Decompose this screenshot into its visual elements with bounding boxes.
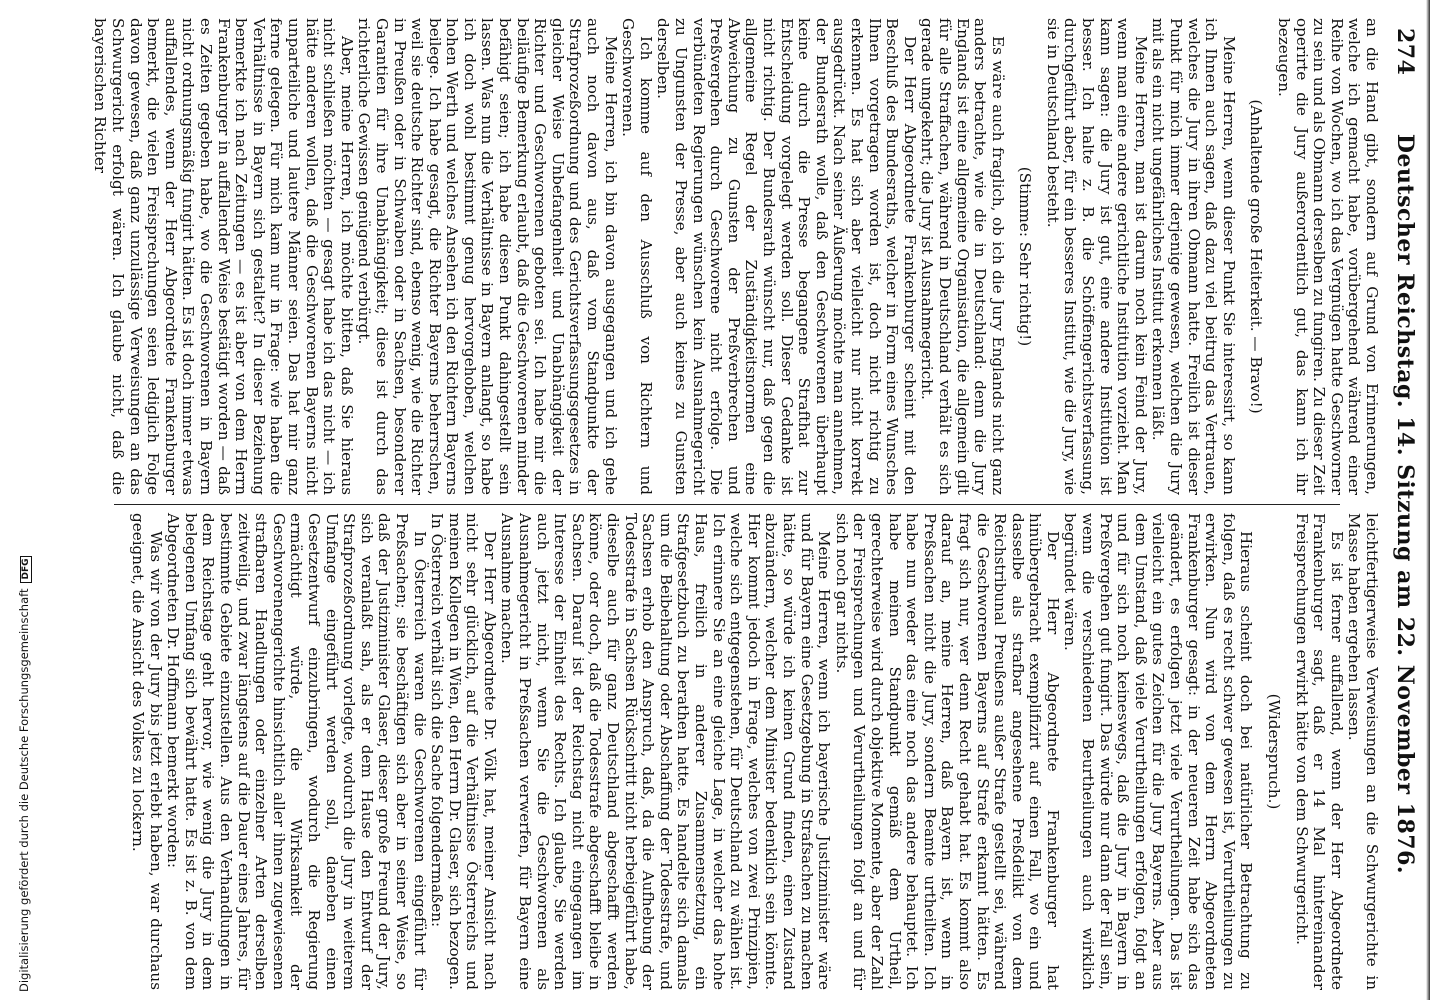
paragraph: Was wir von der Jury bis jetzt erlebt haben, war durchaus geeignet, die Ansicht des Volkes zu lockern.	[129, 513, 165, 990]
page-number: 274	[1392, 28, 1418, 76]
notice-text: Digitalisierung gefördert durch die Deutsche Forschungsgemeinschaft	[17, 588, 31, 992]
paragraph: (Stimme: Sehr richtig!)	[1016, 166, 1035, 347]
page-header	[1388, 18, 1418, 990]
paragraph: Meine Herren, wenn ich bayerische Justizminister wäre und für Bayern eine Gesetzgebung in Strafsachen zu machen hätte, so würde ich keinen Grund finden, einen Zustand abzuändern, welcher dem Minister bedenklich sein könnte. Hier kommt jedoch in Frage, welches von zwei Prinzipien, welche sich entgegenstehen, für Deutschland zu wählen ist. Ich erinnere Sie an eine gleiche Lage, in welcher das hohe Haus, freilich in anderer Zusammensetzung, ein Strafgesetzbuch zu berathen hatte. Es handelte sich damals um die Beibehaltung oder Abschaffung der Todesstrafe, und Sachsen erhob den Anspruch, daß, da die Aufhebung der Todesstrafe in Sachsen Rückschritt nicht herbeigeführt habe, dieselbe auch für ganz Deutschland abgeschafft werden könne, oder doch, daß die Todesstrafe abgeschafft bleibe in Sachsen. Darauf ist der Reichstag nicht eingegangen im Interesse der Einheit des Rechts. Ich glaube, Sie werden auch jetzt nicht, wenn Sie die Geschworenen als Ausnahmegericht in Preßsachen verwerfen, für Bayern eine Ausnahme machen.	[498, 513, 834, 990]
paragraph: Es wäre auch fraglich, ob ich die Jury Englands nicht ganz anders betrachte, wie die in Deutschland: denn die Jury Englands ist eine allgemeine Organisation, die allgemein gilt für alle Straffachen, während in Deutschland verhält es sich gerade umgekehrt; die Jury ist Ausnahmegericht.	[918, 18, 1007, 495]
paragraph: Der Herr Abgeordnete Dr. Völk hat, meiner Ansicht nach nicht sehr glücklich, auf die Verhältnisse Österreichs und meinen Kollegen in Wien, den Herrn Dr. Glaser, sich bezogen. In Österreich verhält sich die Sache folgendermaßen:	[428, 513, 499, 990]
running-title: Deutscher Reichstag. 14. Sitzung am 22. November 1876.	[1392, 133, 1418, 875]
dfg-logo: DFG	[20, 556, 32, 583]
column-divider	[114, 504, 1340, 505]
paragraph: (Widerspruch.)	[1265, 693, 1284, 810]
paragraph: Meine Herren, man ist darum noch kein Feind der Jury, wenn man eine andere gerichtliche Institution vorzieht. Man kann sagen: die Jury ist gut, eine andere Institution ist besser. Ich halte z. B. die Schöffengerichtsverfassung, durchgeführt aber, für ein besseres Institut, wie die Jury, wie sie in Deutschland besteht.	[1043, 18, 1150, 495]
paragraph: Meine Herren, wenn dieser Punkt Sie interessirt, so kann ich Ihnen auch sagen, daß dazu viel beitrug das Vertrauen, welches die Jury in ihren Obmann hatte. Freilich ist dieser Punkt für mich immer derjenige gewesen, welchen die Jury mit als ein nicht ungefährliches Institut erkennen läßt.	[1149, 18, 1238, 495]
paragraph: Es ist ferner auffallend, wenn der Herr Abgeordnete Frankenburger sagt, daß er 14 Mal hintereinander Freisprechungen erwirkt hätte von dem Schwurgericht.	[1292, 513, 1346, 990]
paragraph: Der Herr Abgeordnete Frankenburger hat hinübergebracht exemplifizirt auf einen Fall, wo ein und dasselbe als strafbar angesehene Preßdelikt von dem Reichstribunal Preußens außer Strafe gestellt sei, während die Geschworenen Bayerns auf Strafe erkannt hätten. Es fragt sich nur, wer denn Recht gehabt hat. Es kommt also darauf an, meine Herren, daß Bayern ist, wenn in Preßsachen nicht die Jury, sondern Beamte urtheilten. Ich habe nun weder das eine noch das andere behauptet. Ich habe meinen Standpunkt gemäß dem Urtheil, gerechterweise wird durch objektive Momente, aber der Zahl der Freisprechungen und Verurtheilungen folgt an und für sich noch gar nichts.	[832, 513, 1062, 990]
paragraph: an die Hand gibt, sondern auf Grund von Erinnerungen, welche ich gemacht habe, vorübergehend während einer Reihe von Wochen, wo ich das Vergnügen hatte Geschworner zu sein und als Obmann derselben zu fungiren. Zu dieser Zeit operirte die Jury außerordentlich gut, das kann ich ihr bezeugen.	[1275, 18, 1381, 495]
paragraph: Meine Herren, ich bin davon ausgegangen und ich gehe auch noch davon aus, daß vom Standpunkte der Strafprozeßordnung und des Gerichtsverfassungsgesetzes in gleicher Weise Unbefangenheit und Unabhängigkeit der Richter und Geschworenen geboten sei. Ich habe mir die beiläufige Bemerkung erlaubt, daß die Geschworenen minder befähigt seien; ich habe diesen Punkt dahingestellt sein lassen. Was nun die Verhältnisse in Bayern anlangt, so habe ich doch wohl bestimmt genug hervorgehoben, welchen hohen Werth und welches Ansehen ich den Richtern Bayerns beilege. Ich habe gesagt, die Richter Bayerns beherrschen, weil sie deutsche Richter sind, ebenso wenig, wie die Richter in Preußen oder in Schwaben oder in Sachsen, besonderer Garantien für ihre Unabhängigkeit; diese ist durch das richterliche Gewissen genügend verbürgt.	[355, 18, 620, 495]
right-column	[94, 513, 1380, 990]
paragraph: Hieraus scheint doch bei natürlicher Betrachtung zu folgen, daß es recht schwer gewesen ist, Verurtheilungen zu erwirken. Nun wird von dem Herrn Abgeordneten Frankenburger gesagt: in der neueren Zeit habe sich das geändert, es erfolgen jetzt viele Verurtheilungen. Das ist vielleicht ein gutes Zeichen für die Jury Bayerns. Aber aus dem Umstand, daß viele Verurtheilungen erfolgen, folgt an und für sich noch keineswegs, daß die Jury in Bayern in Preßvergehen gut fungirt. Das würde nur dann der Fall sein, wenn die verschiedenen Beurtheilungen auch wirklich begründet wären.	[1061, 513, 1256, 990]
scanned-page	[91, 14, 1424, 994]
paragraph: In Österreich waren die Geschworenen eingeführt für Preßsachen; sie beschäftigen sich aber in seiner Weise, so daß der Justizminister Glaser, dieser große Freund der Jury, sich veranlaßt sah, als er dem Hause den Entwurf der Strafprozeßordnung vorlegte, wodurch die Jury in weiterem Umfange eingeführt werden soll, daneben einen Gesetzentwurf einzubringen, wodurch die Regierung ermächtigt würde, die Wirksamkeit der Geschworenengerichte hinsichtlich aller ihnen zugewiesenen strafbaren Handlungen oder einzelner Arten derselben zeitweilig, und zwar längstens auf die Dauer eines Jahres, für bestimmte Gebiete einzustellen. Aus den Verhandlungen in dem Reichstage geht hervor, wie wenig die Jury in dem belegenen Umfang sich bewährt hatte. Es ist z. B. von dem Abgeordneten Dr. Hoffmann bemerkt worden:	[164, 513, 429, 990]
paragraph: (Anhaltende große Heiterkeit. — Bravo!)	[1247, 99, 1266, 414]
left-column	[91, 18, 1381, 495]
text-columns	[91, 18, 1381, 990]
digitization-notice	[4, 522, 31, 992]
paragraph: Aber, meine Herren, ich möchte bitten, daß Sie hieraus nicht schließen möchten — gesagt habe ich das nicht — ich hätte anderen wollen, daß die Geschworenen Bayerns nicht unparteiliche und lautere Männer seien. Das hat mir ganz ferne gelegen. Für mich kam nur in Frage: wie haben die Verhältnisse in Bayern sich gestaltet? In dieser Beziehung bemerkte ich nach Zeitungen — es ist aber von dem Herrn Frankenburger in auffallender Weise bestätigt worden — daß es Zeiten gegeben habe, wo die Geschworenen in Bayern nicht ordnungsmäßig fungirt hätten. Es ist doch immer etwas auffallendes, wenn der Herr Abgeordnete Frankenburger bemerkt, die vielen Freisprechungen seien lediglich Folge davon gewesen, daß ganz unzulässige Verweisungen an das Schwurgericht erfolgt wären. Ich glaube nicht, daß die bayerischen Richter	[91, 18, 356, 495]
scan-edge	[1426, 0, 1430, 1000]
paragraph: Ich komme auf den Ausschluß von Richtern und Geschworenen.	[619, 18, 655, 495]
paragraph: leichtfertigerweise Verweisungen an die Schwurgerichte in Masse haben ergehen lassen.	[1345, 513, 1381, 990]
paragraph: Der Herr Abgeordnete Frankenburger scheint mit den Beschluß des Bundesraths, welcher in Form eines Wunsches Ihnen vorgetragen worden ist, doch nicht richtig zu erkennen. Es hat sich aber vielleicht nur nicht korrekt ausgedrückt. Nach seiner Äußerung möchte man annehmen, der Bundesrath wolle, daß den Geschworenen überhaupt keine durch die Presse begangene Strafthat zur Entscheidung vorgelegt werden soll. Dieser Gedanke ist nicht richtig. Der Bundesrath wünscht nur, daß gegen die allgemeine Regel der Zuständigkeitsnormen eine Abweichung zu Gunsten der Preßverbrechen und Preßvergehen durch Geschworene nicht erfolge. Die verbündeten Regierungen wünschen kein Ausnahmegericht zu Ungunsten der Presse, aber auch keines zu Gunsten derselben.	[654, 18, 919, 495]
